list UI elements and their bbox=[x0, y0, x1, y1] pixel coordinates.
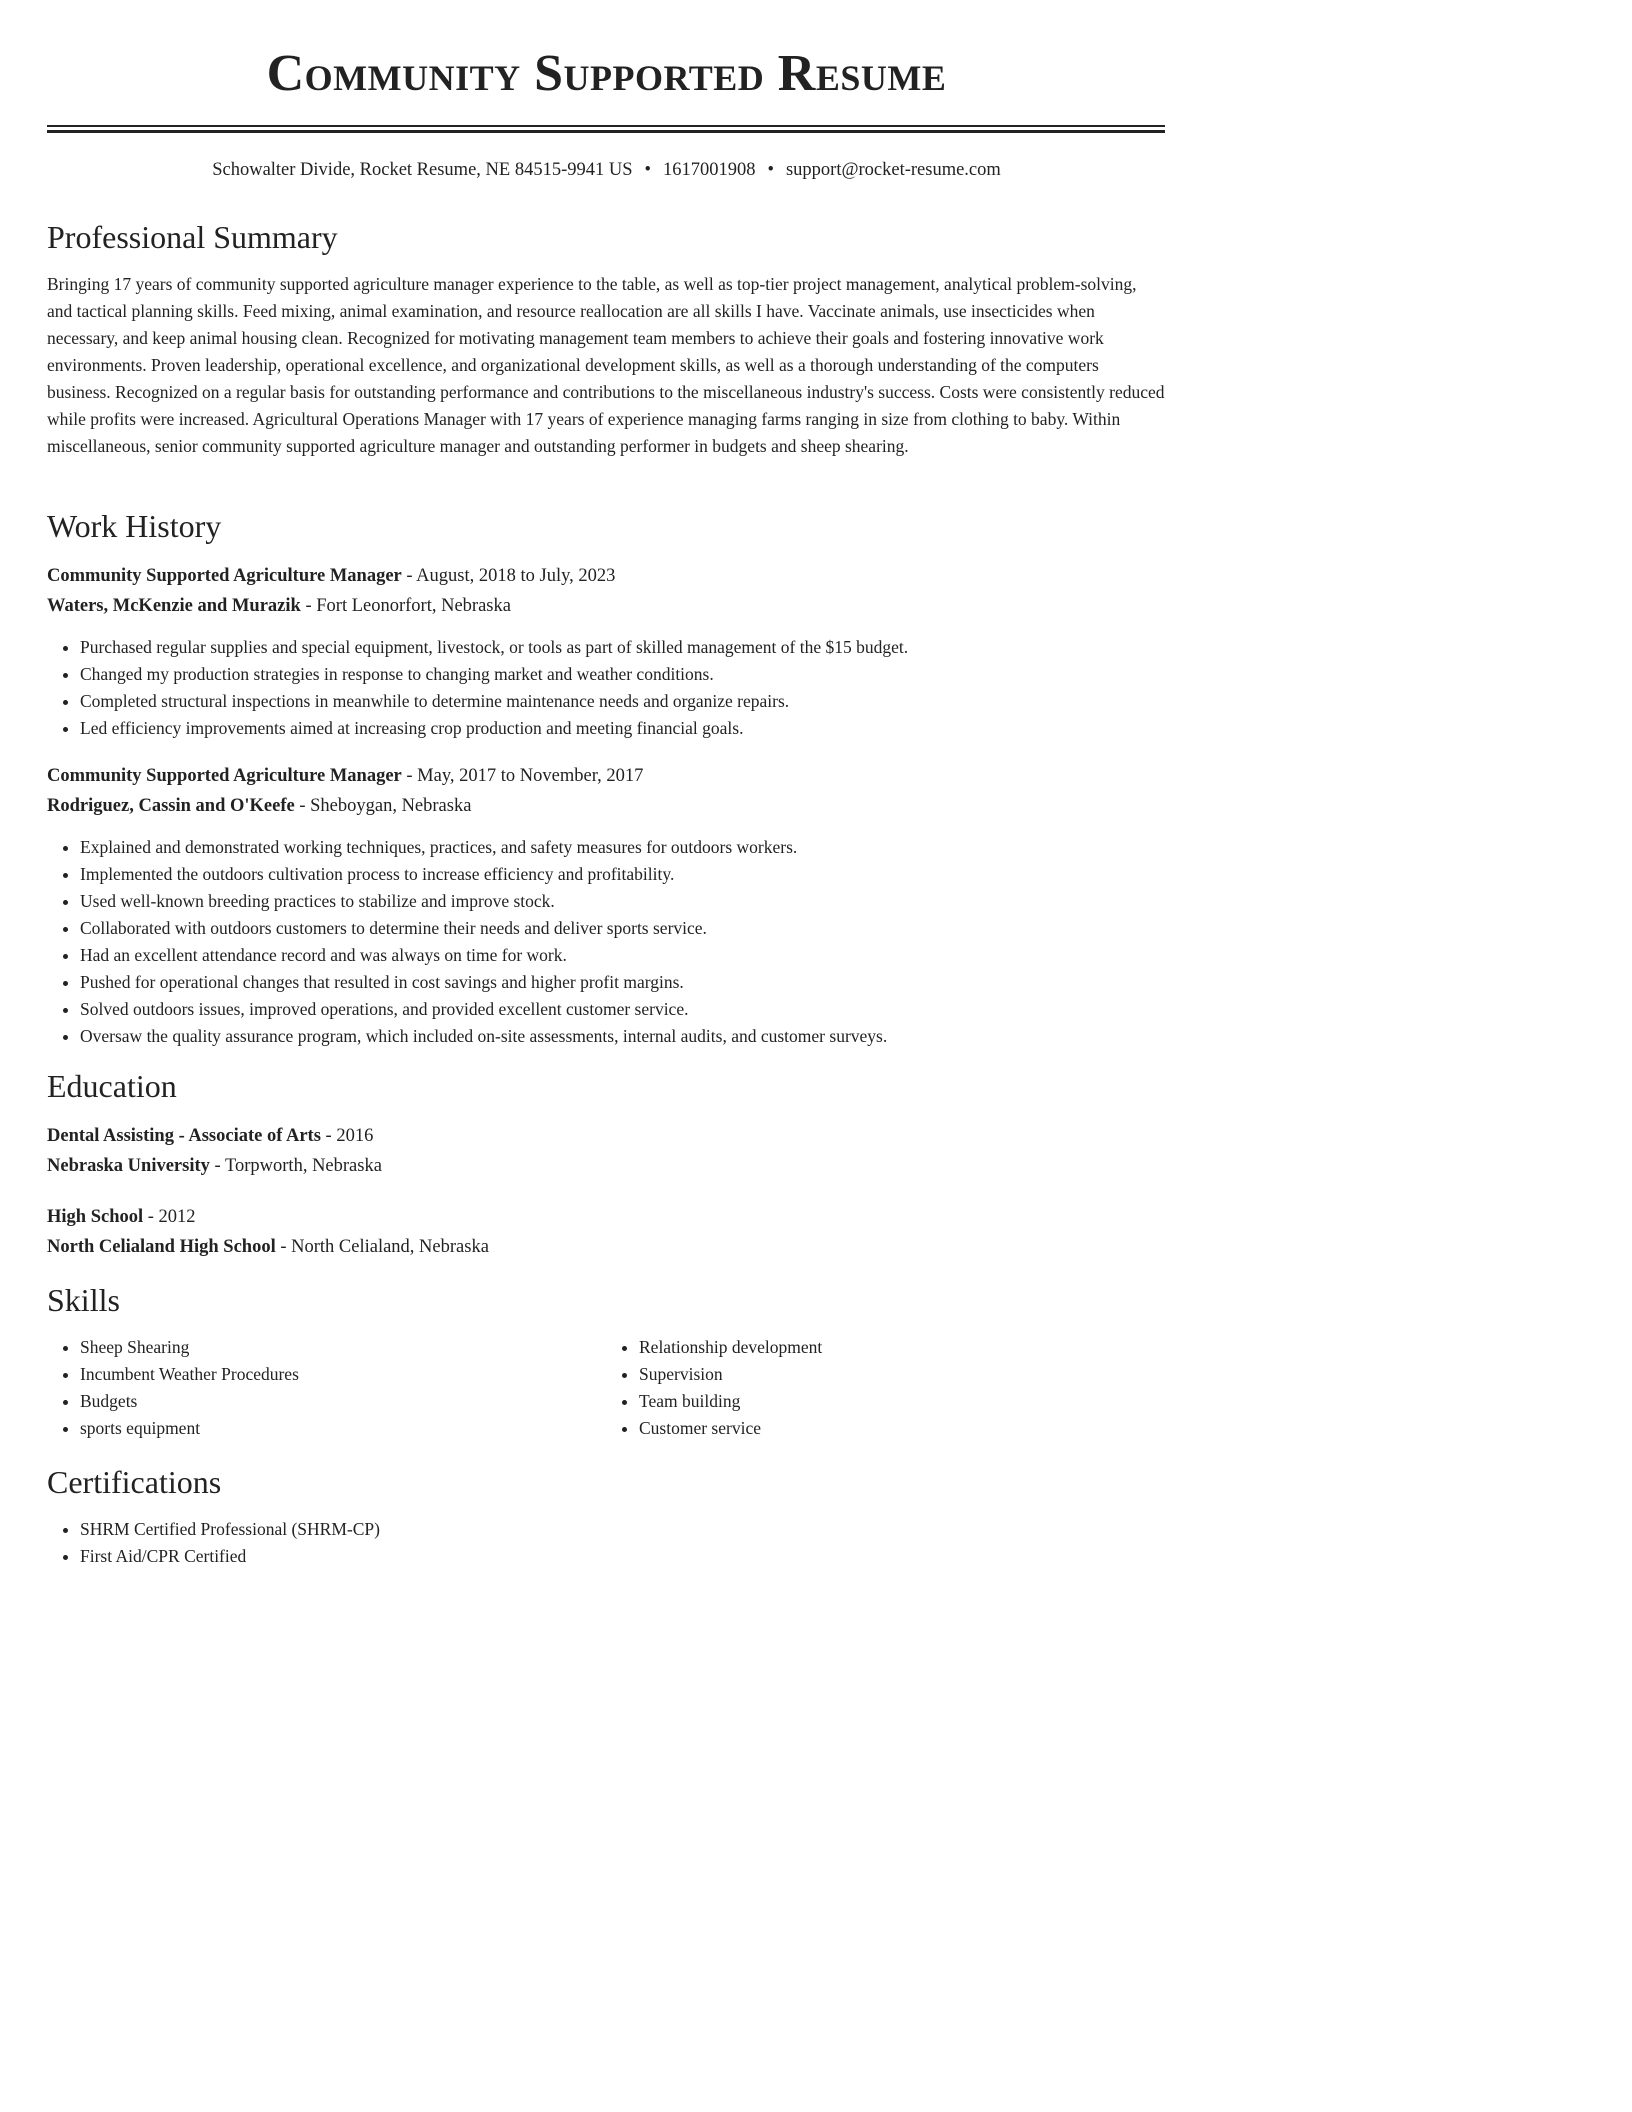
job-title: Community Supported Agriculture Manager bbox=[47, 566, 402, 586]
work-history-heading: Work History bbox=[47, 508, 222, 544]
job-company: Rodriguez, Cassin and O'Keefe bbox=[47, 796, 295, 816]
education-entry bbox=[47, 1121, 1165, 1181]
education-year: - 2016 bbox=[320, 1126, 374, 1146]
job-location: - Sheboygan, Nebraska bbox=[294, 796, 472, 816]
certifications-list bbox=[47, 1516, 1165, 1570]
contact-email: support@rocket-resume.com bbox=[785, 160, 1001, 180]
list-item: • Explained and demonstrated working techniques, practices, and safety measures for outdoors workers. bbox=[80, 834, 1165, 861]
education-degree: High School bbox=[47, 1207, 144, 1227]
skills-list-left bbox=[47, 1334, 606, 1442]
list-item: • Had an excellent attendance record and was always on time for work. bbox=[80, 942, 1165, 969]
certifications-list-wrap bbox=[47, 1516, 1165, 1570]
list-item: • Solved outdoors issues, improved operations, and provided excellent customer service. bbox=[80, 996, 1165, 1023]
list-item: • Purchased regular supplies and special equipment, livestock, or tools as part of skilled management of the $15 budget. bbox=[80, 634, 1165, 661]
job-location: - Fort Leonorfort, Nebraska bbox=[300, 596, 511, 616]
contact-separator: • bbox=[644, 160, 651, 180]
job-company-line bbox=[47, 791, 1165, 821]
certifications-heading: Certifications bbox=[47, 1464, 222, 1500]
work-history-section bbox=[47, 506, 1165, 546]
education-year: - 2012 bbox=[143, 1207, 196, 1227]
job-bullets bbox=[47, 634, 1165, 742]
contact-line bbox=[0, 160, 1213, 181]
skills-section bbox=[47, 1280, 1165, 1320]
job-dates: - August, 2018 to July, 2023 bbox=[401, 566, 616, 586]
list-item: • Collaborated with outdoors customers to determine their needs and deliver sports service. bbox=[80, 915, 1165, 942]
list-item: • Pushed for operational changes that resulted in cost savings and higher profit margins. bbox=[80, 969, 1165, 996]
list-item: • Changed my production strategies in response to changing market and weather conditions. bbox=[80, 661, 1165, 688]
education-section bbox=[47, 1066, 1165, 1106]
list-item: • Completed structural inspections in meanwhile to determine maintenance needs and organize repairs. bbox=[80, 688, 1165, 715]
job-title-line bbox=[47, 561, 1165, 591]
resume-title: Community Supported Resume bbox=[266, 45, 947, 102]
list-item: • Incumbent Weather Procedures bbox=[80, 1361, 606, 1388]
education-heading: Education bbox=[47, 1068, 177, 1104]
job-bullets bbox=[47, 834, 1165, 1050]
list-item: • Implemented the outdoors cultivation process to increase efficiency and profitability. bbox=[80, 861, 1165, 888]
list-item: • Team building bbox=[639, 1388, 1165, 1415]
education-location: - North Celialand, Nebraska bbox=[275, 1237, 489, 1257]
list-item: • Led efficiency improvements aimed at increasing crop production and meeting financial goals. bbox=[80, 715, 1165, 742]
contact-phone: 1617001908 bbox=[662, 160, 756, 180]
skills-heading: Skills bbox=[47, 1282, 120, 1318]
list-item: • First Aid/CPR Certified bbox=[80, 1543, 1165, 1570]
title-rule-bottom bbox=[47, 130, 1165, 133]
summary-section bbox=[47, 217, 1165, 460]
education-location: - Torpworth, Nebraska bbox=[209, 1156, 382, 1176]
job-dates: - May, 2017 to November, 2017 bbox=[401, 766, 644, 786]
summary-heading: Professional Summary bbox=[47, 219, 338, 255]
list-item: • Budgets bbox=[80, 1388, 606, 1415]
list-item: • Supervision bbox=[639, 1361, 1165, 1388]
education-entry bbox=[47, 1202, 1165, 1262]
list-item: • sports equipment bbox=[80, 1415, 606, 1442]
contact-separator: • bbox=[767, 160, 774, 180]
job-title: Community Supported Agriculture Manager bbox=[47, 766, 402, 786]
title-rule-top bbox=[47, 125, 1165, 127]
list-item: • Used well-known breeding practices to stabilize and improve stock. bbox=[80, 888, 1165, 915]
job-entry bbox=[47, 561, 1165, 742]
education-degree: Dental Assisting - Associate of Arts bbox=[47, 1126, 321, 1146]
education-school: North Celialand High School bbox=[47, 1237, 276, 1257]
list-item: • Customer service bbox=[639, 1415, 1165, 1442]
list-item: • Oversaw the quality assurance program, which included on-site assessments, internal audits, and customer surveys. bbox=[80, 1023, 1165, 1050]
list-item: • Sheep Shearing bbox=[80, 1334, 606, 1361]
skills-grid bbox=[47, 1334, 1165, 1442]
education-school: Nebraska University bbox=[47, 1156, 210, 1176]
education-degree-line bbox=[47, 1202, 1165, 1232]
list-item: • Relationship development bbox=[639, 1334, 1165, 1361]
job-entry bbox=[47, 761, 1165, 1050]
education-degree-line bbox=[47, 1121, 1165, 1151]
contact-address: Schowalter Divide, Rocket Resume, NE 84515-9941 US bbox=[212, 160, 633, 180]
certifications-section bbox=[47, 1462, 1165, 1502]
job-title-line bbox=[47, 761, 1165, 791]
job-company: Waters, McKenzie and Murazik bbox=[47, 596, 301, 616]
list-item: • SHRM Certified Professional (SHRM-CP) bbox=[80, 1516, 1165, 1543]
job-company-line bbox=[47, 591, 1165, 621]
education-school-line bbox=[47, 1151, 1165, 1181]
education-school-line bbox=[47, 1232, 1165, 1262]
skills-list-right bbox=[606, 1334, 1165, 1442]
summary-text: Bringing 17 years of community supported agriculture manager experience to the table, as well as top-tier project management, analytical problem-solving, and tactical planning skills. Feed mixing, animal examination, and resource reallocation are all skills I have. Vaccinate animals, use insecticides when necessary, and keep animal housing clean. Recognized for motivating management team members to achieve their goals and fostering innovative work environments. Proven leadership, operational excellence, and organizational development skills, as well as a thorough understanding of the computers business. Recognized on a regular basis for outstanding performance and contributions to the miscellaneous industry's success. Costs were consistently reduced while profits were increased. Agricultural Operations Manager with 17 years of experience managing farms ranging in size from clothing to baby. Within miscellaneous, senior community supported agriculture manager and outstanding performer in budgets and sheep shearing. bbox=[47, 274, 1165, 456]
